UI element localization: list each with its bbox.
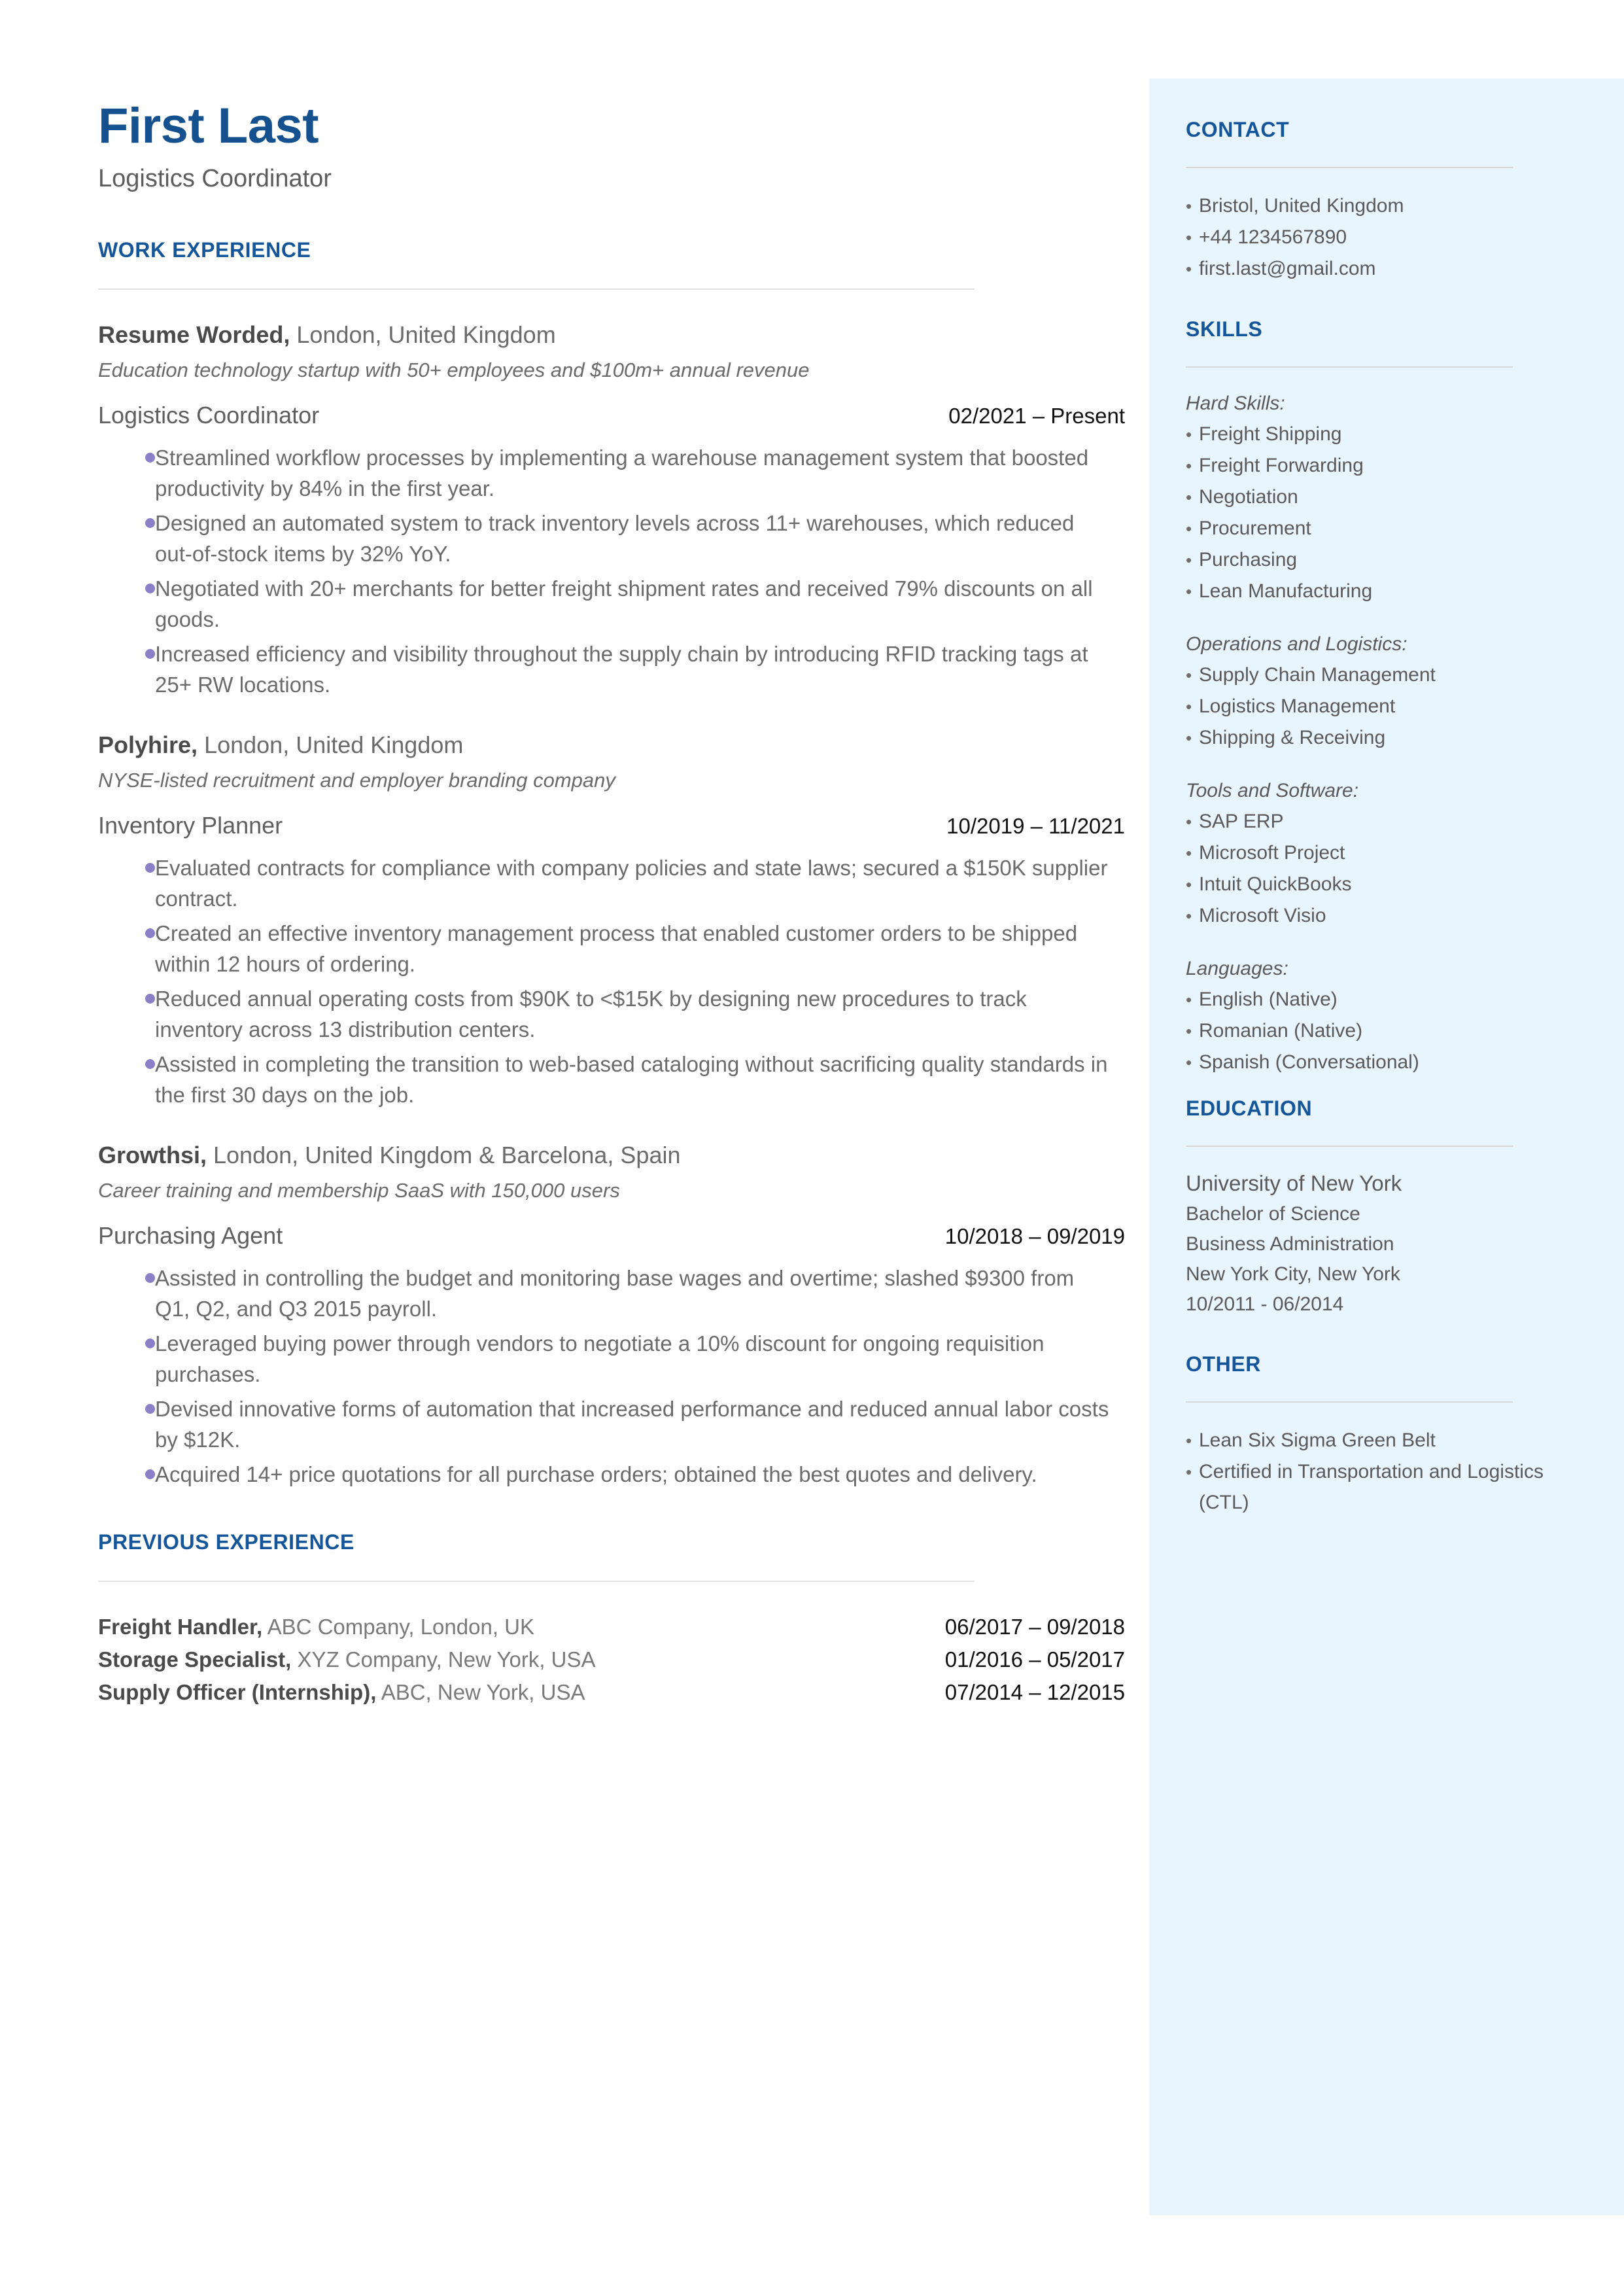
previous-dates: 01/2016 – 05/2017 — [944, 1647, 1125, 1672]
skill-group-list — [1186, 806, 1595, 932]
job-bullet-text: Designed an automated system to track inventory levels across 11+ warehouses, which reduced out-of-stock items by 32% YoY. — [155, 511, 1075, 566]
other-item — [1186, 1425, 1595, 1456]
job-description: Education technology startup with 50+ employees and $100m+ annual revenue — [98, 359, 810, 381]
bullet-icon: • — [1186, 425, 1192, 444]
job-bullet-text: Reduced annual operating costs from $90K to <$15K by designing new procedures to track inventory across 13 distribution centers. — [155, 987, 1027, 1042]
skill-group-list — [1186, 984, 1595, 1078]
job-description: Career training and membership SaaS with 150,000 users — [98, 1179, 620, 1202]
previous-detail: ABC, New York, USA — [376, 1680, 585, 1704]
skill-item — [1186, 419, 1595, 450]
job-bullet-text: Increased efficiency and visibility throughout the supply chain by introducing RFID tracking tags at 25+ RW locations. — [155, 642, 1088, 697]
previous-dates: 06/2017 – 09/2018 — [944, 1615, 1125, 1639]
bullet-icon: • — [1186, 990, 1192, 1009]
job-bullet-text: Acquired 14+ price quotations for all purchase orders; obtained the best quotes and delivery. — [155, 1462, 1037, 1486]
job-bullet — [98, 918, 1125, 979]
other-text: Lean Six Sigma Green Belt — [1199, 1429, 1436, 1451]
previous-role: Freight Handler, — [98, 1615, 263, 1639]
skill-text: Freight Shipping — [1199, 423, 1342, 445]
education-divider — [1186, 1146, 1513, 1147]
previous-detail: ABC Company, London, UK — [262, 1615, 535, 1639]
skill-text: Intuit QuickBooks — [1199, 873, 1352, 895]
skill-group-label: Languages: — [1186, 958, 1288, 979]
job-dates: 10/2019 – 11/2021 — [946, 814, 1125, 838]
skill-text: Procurement — [1199, 517, 1311, 539]
education-heading: EDUCATION — [1186, 1096, 1313, 1120]
skill-text: Spanish (Conversational) — [1199, 1051, 1419, 1073]
bullet-dot-icon — [98, 1328, 155, 1348]
job-bullet — [98, 1328, 1125, 1390]
skill-group-label: Tools and Software: — [1186, 780, 1359, 801]
bullet-icon: • — [1186, 812, 1192, 832]
bullet-dot-icon — [98, 508, 155, 528]
job-location: London, United Kingdom — [290, 321, 556, 348]
other-item — [1186, 1456, 1595, 1518]
bullet-dot-icon — [98, 1393, 155, 1414]
job-bullet-text: Devised innovative forms of automation that increased performance and reduced annual labor costs by $12K. — [155, 1397, 1109, 1452]
job-location: London, United Kingdom — [198, 731, 464, 758]
skill-group-languages — [1186, 954, 1595, 1078]
skill-group-label: Operations and Logistics: — [1186, 633, 1408, 655]
skill-group-operations-and-logistics — [1186, 629, 1595, 754]
contact-phone-text[interactable]: +44 1234567890 — [1199, 226, 1347, 248]
page-title: First Last — [98, 98, 319, 154]
job-bullet-list — [98, 442, 1125, 700]
job-entry — [98, 729, 1125, 1110]
job-bullet — [98, 852, 1125, 914]
skill-item — [1186, 482, 1595, 513]
job-bullet-text: Negotiated with 20+ merchants for better freight shipment rates and received 79% discounts on all goods. — [155, 576, 1093, 631]
job-bullet — [98, 508, 1125, 569]
skill-text: Negotiation — [1199, 486, 1298, 508]
education-location: New York City, New York — [1186, 1263, 1400, 1285]
job-company-line — [98, 319, 1125, 351]
education-degree: Bachelor of Science — [1186, 1203, 1360, 1225]
skills-divider — [1186, 366, 1513, 368]
skill-item — [1186, 837, 1595, 869]
bullet-dot-icon — [98, 1049, 155, 1069]
previous-role: Supply Officer (Internship), — [98, 1680, 377, 1704]
job-bullet — [98, 1393, 1125, 1455]
skill-item — [1186, 900, 1595, 932]
skill-item — [1186, 869, 1595, 900]
skill-text: Lean Manufacturing — [1199, 580, 1373, 602]
work-experience-divider — [98, 289, 975, 290]
job-location: London, United Kingdom & Barcelona, Spain — [207, 1142, 681, 1168]
skill-item — [1186, 513, 1595, 544]
job-bullet — [98, 573, 1125, 635]
job-description: NYSE-listed recruitment and employer branding company — [98, 769, 615, 792]
previous-detail: XYZ Company, New York, USA — [291, 1647, 596, 1672]
bullet-icon: • — [1186, 519, 1192, 538]
skill-group-list — [1186, 419, 1595, 607]
previous-experience-heading: PREVIOUS EXPERIENCE — [98, 1530, 354, 1554]
bullet-dot-icon — [98, 442, 155, 463]
bullet-icon: • — [1186, 456, 1192, 476]
skill-text: Freight Forwarding — [1199, 455, 1364, 476]
other-divider — [1186, 1401, 1513, 1403]
skill-item — [1186, 984, 1595, 1015]
bullet-dot-icon — [98, 852, 155, 873]
job-bullet — [98, 1263, 1125, 1324]
bullet-dot-icon — [98, 1263, 155, 1283]
bullet-dot-icon — [98, 639, 155, 659]
skill-text: Purchasing — [1199, 549, 1298, 570]
previous-role-line — [98, 1611, 534, 1643]
sidebar-section-other — [1186, 1352, 1595, 1518]
skill-text: Microsoft Visio — [1199, 905, 1326, 926]
skill-item — [1186, 450, 1595, 482]
bullet-dot-icon — [98, 1459, 155, 1479]
skill-item — [1186, 576, 1595, 607]
contact-item-location — [1186, 190, 1595, 222]
skill-item — [1186, 1047, 1595, 1078]
job-bullet-text: Assisted in completing the transition to web-based cataloging without sacrificing quality standards in the first 30 days on the job. — [155, 1052, 1108, 1107]
job-title-row — [98, 810, 1125, 842]
job-bullet — [98, 639, 1125, 700]
bullet-icon: • — [1186, 228, 1192, 247]
job-dates: 10/2018 – 09/2019 — [944, 1224, 1125, 1248]
job-bullet — [98, 1459, 1125, 1490]
contact-list — [1186, 190, 1595, 285]
skill-item — [1186, 722, 1595, 754]
bullet-dot-icon — [98, 983, 155, 1004]
skill-item — [1186, 806, 1595, 837]
job-bullet-text: Leveraged buying power through vendors to negotiate a 10% discount for ongoing requisition purchases. — [155, 1331, 1045, 1386]
bullet-icon: • — [1186, 487, 1192, 507]
skill-text: Shipping & Receiving — [1199, 727, 1386, 748]
bullet-icon: • — [1186, 1053, 1192, 1072]
contact-email-text[interactable]: first.last@gmail.com — [1199, 258, 1376, 279]
header-subtitle: Logistics Coordinator — [98, 165, 332, 192]
skill-text: Microsoft Project — [1199, 842, 1345, 864]
previous-role: Storage Specialist, — [98, 1647, 292, 1672]
skill-group-hard-skills — [1186, 389, 1595, 607]
skill-group-tools-and-software — [1186, 776, 1595, 932]
job-bullet-list — [98, 852, 1125, 1110]
previous-experience-divider — [98, 1581, 975, 1582]
previous-role-line — [98, 1643, 596, 1676]
contact-divider — [1186, 167, 1513, 168]
education-field: Business Administration — [1186, 1233, 1394, 1255]
bullet-icon: • — [1186, 259, 1192, 279]
previous-role-line — [98, 1676, 585, 1709]
job-bullet — [98, 1049, 1125, 1110]
bullet-icon: • — [1186, 582, 1192, 601]
job-company: Polyhire, — [98, 731, 198, 758]
skill-text: Logistics Management — [1199, 695, 1396, 717]
job-company-line — [98, 729, 1125, 762]
job-bullet — [98, 983, 1125, 1045]
skill-group-list — [1186, 659, 1595, 754]
job-bullet-text: Evaluated contracts for compliance with company policies and state laws; secured a $150K supplier contract. — [155, 856, 1108, 911]
job-company-line — [98, 1139, 1125, 1172]
job-company: Growthsi, — [98, 1142, 207, 1168]
previous-experience-list — [98, 1611, 1125, 1709]
job-bullet-text: Streamlined workflow processes by implementing a warehouse management system that boosted productivity by 84% in the first year. — [155, 446, 1089, 500]
job-entry — [98, 1139, 1125, 1490]
skill-text: SAP ERP — [1199, 811, 1284, 832]
skill-item — [1186, 544, 1595, 576]
bullet-icon: • — [1186, 1431, 1192, 1450]
sidebar — [1149, 79, 1624, 2215]
education-dates: 10/2011 - 06/2014 — [1186, 1293, 1344, 1315]
bullet-icon: • — [1186, 1021, 1192, 1041]
job-dates: 02/2021 – Present — [948, 404, 1125, 428]
bullet-dot-icon — [98, 918, 155, 938]
sidebar-section-education — [1186, 1096, 1595, 1320]
job-title: Purchasing Agent — [98, 1222, 283, 1249]
job-bullet-text: Created an effective inventory management process that enabled customer orders to be shipped within 12 hours of ordering. — [155, 921, 1078, 976]
job-entry — [98, 319, 1125, 700]
main-column — [98, 98, 1125, 1709]
job-bullet-text: Assisted in controlling the budget and monitoring base wages and overtime; slashed $9300 from Q1, Q2, and Q3 2015 payroll. — [155, 1266, 1075, 1321]
previous-experience-row — [98, 1676, 1125, 1709]
skill-item — [1186, 1015, 1595, 1047]
previous-experience-row — [98, 1611, 1125, 1643]
bullet-icon: • — [1186, 1462, 1192, 1482]
bullet-dot-icon — [98, 573, 155, 593]
other-heading: OTHER — [1186, 1352, 1261, 1376]
other-list — [1186, 1425, 1595, 1518]
contact-item-phone — [1186, 222, 1595, 253]
skill-item — [1186, 691, 1595, 722]
bullet-icon: • — [1186, 875, 1192, 894]
job-title: Inventory Planner — [98, 812, 283, 839]
sidebar-section-skills — [1186, 317, 1595, 1078]
previous-dates: 07/2014 – 12/2015 — [944, 1680, 1125, 1704]
education-school: University of New York — [1186, 1171, 1402, 1195]
bullet-icon: • — [1186, 843, 1192, 863]
contact-heading: CONTACT — [1186, 118, 1290, 141]
other-text: Certified in Transportation and Logistics (CTL) — [1199, 1461, 1544, 1513]
skill-group-label: Hard Skills: — [1186, 393, 1285, 414]
bullet-icon: • — [1186, 550, 1192, 570]
job-bullet-list — [98, 1263, 1125, 1490]
bullet-icon: • — [1186, 906, 1192, 926]
bullet-icon: • — [1186, 196, 1192, 216]
job-title-row — [98, 1220, 1125, 1252]
bullet-icon: • — [1186, 728, 1192, 748]
job-title-row — [98, 400, 1125, 432]
job-title: Logistics Coordinator — [98, 402, 320, 429]
skill-text: Supply Chain Management — [1199, 664, 1436, 686]
bullet-icon: • — [1186, 665, 1192, 685]
job-company: Resume Worded, — [98, 321, 290, 348]
skill-text: Romanian (Native) — [1199, 1020, 1363, 1042]
skills-heading: SKILLS — [1186, 317, 1263, 341]
sidebar-section-contact — [1186, 118, 1595, 285]
work-experience-heading: WORK EXPERIENCE — [98, 238, 311, 262]
bullet-icon: • — [1186, 697, 1192, 716]
previous-experience-row — [98, 1643, 1125, 1676]
skill-item — [1186, 659, 1595, 691]
job-bullet — [98, 442, 1125, 504]
contact-item-email — [1186, 253, 1595, 285]
contact-location-text: Bristol, United Kingdom — [1199, 195, 1404, 217]
skill-text: English (Native) — [1199, 989, 1338, 1010]
